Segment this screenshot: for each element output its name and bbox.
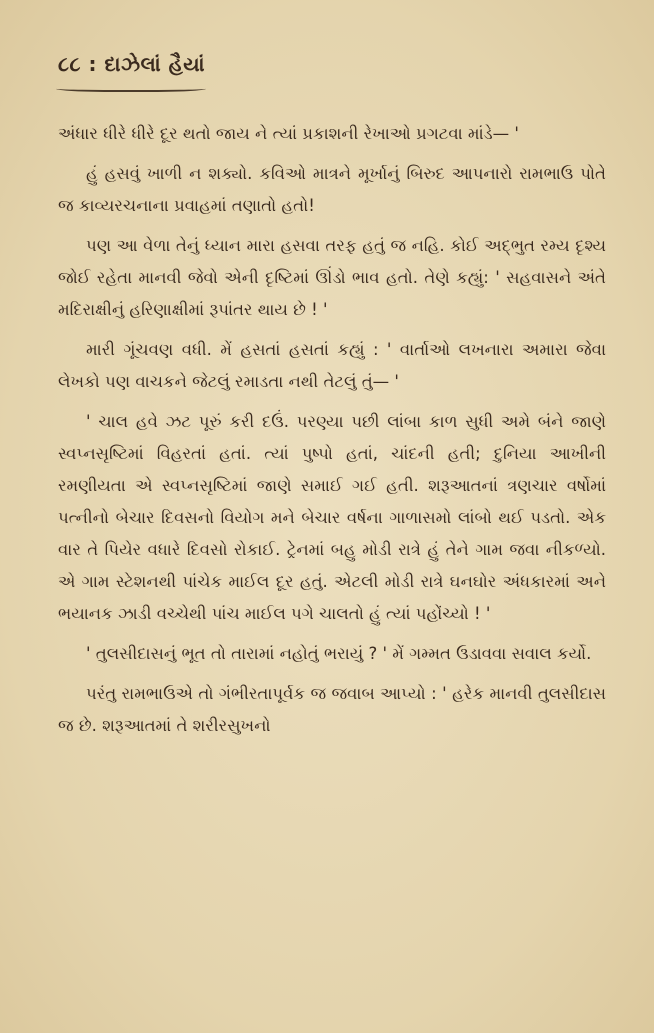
- body-text: [58, 118, 606, 750]
- running-title: દાઝેલાં હૈયાં: [104, 52, 206, 76]
- header-rule: [56, 84, 206, 92]
- paragraph: પરંતુ રામભાઉએ તો ગંભીરતાપૂર્વક જ જવાબ આપ્યો : ' હરેક માનવી તુલસીદાસ જ છે. શરૂઆતમાં તે શરીરસુખનો: [58, 684, 606, 735]
- paragraph: અંધાર ધીરે ધીરે દૂર થતો જાય ને ત્યાં પ્રકાશની રેખાઓ પ્રગટવા માંડે— ': [58, 124, 519, 143]
- header-separator: :: [88, 52, 97, 76]
- paragraph: હું હસવું ખાળી ન શક્યો. કવિઓ માત્રને મૂર્ખાનું બિરુદ આપનારો રામભાઉ પોતે જ કાવ્યરચનાના પ્રવાહમાં તણાતો હતો!: [58, 164, 606, 215]
- paragraph: ' ચાલ હવે ઝટ પૂરું કરી દઉં. પરણ્યા પછી લાંબા કાળ સુધી અમે બંને જાણે સ્વપ્નસૃષ્ટિમાં વિહરતાં હતાં. ત્યાં પુષ્પો હતાં, ચાંદની હતી; દુનિયા આખીની રમણીયતા એ સ્વપ્નસૃષ્ટિમાં જાણે સમાઈ ગઈ હતી. શરૂઆતનાં ત્રણચાર વર્ષોમાં પત્નીનો બેચાર દિવસનો વિયોગ મને બેચાર વર્ષના ગાળાસમો લાંબો થઈ પડતો. એક વાર તે પિયેર વધારે દિવસો રોકાઈ. ટ્રેનમાં બહુ મોડી રાત્રે હું તેને ગામ જવા નીકળ્યો. એ ગામ સ્ટેશનથી પાંચેક માઈલ દૂર હતું. એટલી મોડી રાત્રે ઘનઘોર અંધકારમાં અને ભયાનક ઝાડી વચ્ચેથી પાંચ માઈલ પગે ચાલતો હું ત્યાં પહોંચ્યો ! ': [58, 412, 606, 623]
- page-header: [58, 52, 205, 76]
- paragraph: ' તુલસીદાસનું ભૂત તો તારામાં નહોતું ભરાયું ? ' મેં ગમ્મત ઉડાવવા સવાલ કર્યો.: [86, 644, 592, 663]
- paragraph: પણ આ વેળા તેનું ધ્યાન મારા હસવા તરફ હતું જ નહિ. કોઈ અદ્ભુત રમ્ય દૃશ્ય જોઈ રહેતા માનવી જેવો એની દૃષ્ટિમાં ઊંડો ભાવ હતો. તેણે કહ્યું: ' સહવાસને અંતે મદિરાક્ષીનું હરિણાક્ષીમાં રૂપાંતર થાય છે ! ': [58, 236, 606, 319]
- page-number: ૮૮: [58, 52, 81, 76]
- paragraph: મારી ગૂંચવણ વધી. મેં હસતાં હસતાં કહ્યું : ' વાર્તાઓ લખનારા અમારા જેવા લેખકો પણ વાચકને જેટલું રમાડતા નથી તેટલું તું— ': [58, 340, 606, 391]
